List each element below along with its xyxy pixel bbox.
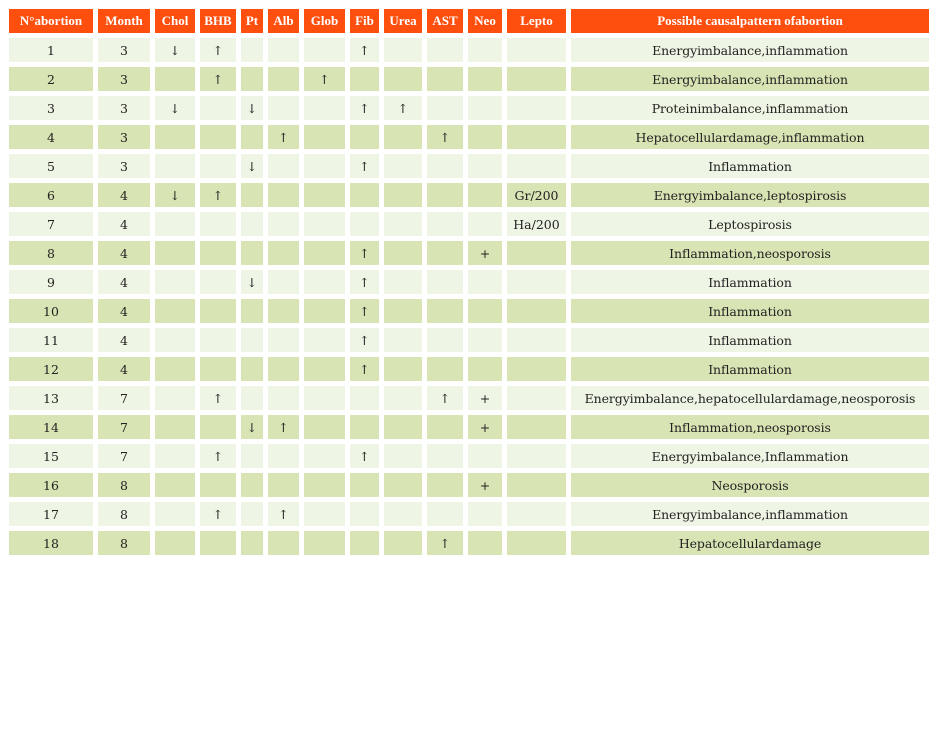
possible-pattern-cell: Inflammation [571,299,929,323]
header-possible-pattern: Possible causalpattern ofabortion [571,9,929,33]
possible-pattern-cell: Energyimbalance,leptospirosis [571,183,929,207]
neo-cell [468,270,502,294]
month-cell: 4 [98,357,150,381]
alb-cell [268,473,299,497]
chol-cell [155,154,195,178]
month-cell: 8 [98,502,150,526]
possible-pattern-cell: Inflammation [571,328,929,352]
abortion-number-cell: 14 [9,415,93,439]
bhb-cell [200,96,236,120]
abortion-number-cell: 13 [9,386,93,410]
header-month: Month [98,9,150,33]
bhb-cell: ↑ [200,502,236,526]
neo-cell: + [468,386,502,410]
bhb-cell: ↑ [200,183,236,207]
month-cell: 4 [98,183,150,207]
urea-cell: ↑ [384,96,422,120]
pt-cell [241,531,263,555]
alb-cell [268,328,299,352]
month-cell: 4 [98,299,150,323]
lepto-cell [507,473,566,497]
table-row [9,125,929,149]
urea-cell [384,473,422,497]
abortion-number-cell: 3 [9,96,93,120]
neo-cell: + [468,415,502,439]
ast-cell [427,154,463,178]
table-row [9,357,929,381]
bhb-cell [200,328,236,352]
ast-cell [427,473,463,497]
glob-cell [304,125,345,149]
header-bhb: BHB [200,9,236,33]
ast-cell: ↑ [427,386,463,410]
possible-pattern-cell: Energyimbalance,Inflammation [571,444,929,468]
fib-cell [350,531,379,555]
urea-cell [384,154,422,178]
table-row [9,67,929,91]
neo-cell: + [468,241,502,265]
abortion-number-cell: 2 [9,67,93,91]
table-row [9,502,929,526]
fib-cell: ↑ [350,299,379,323]
possible-pattern-cell: Proteinimbalance,inflammation [571,96,929,120]
lepto-cell [507,125,566,149]
neo-cell [468,154,502,178]
lepto-cell [507,96,566,120]
alb-cell [268,241,299,265]
month-cell: 4 [98,212,150,236]
month-cell: 7 [98,386,150,410]
table-row [9,154,929,178]
abortion-number-cell: 11 [9,328,93,352]
table-row [9,386,929,410]
alb-cell [268,67,299,91]
urea-cell [384,531,422,555]
ast-cell [427,328,463,352]
possible-pattern-cell: Energyimbalance,inflammation [571,67,929,91]
month-cell: 4 [98,270,150,294]
ast-cell [427,38,463,62]
lepto-cell [507,531,566,555]
ast-cell [427,183,463,207]
glob-cell [304,386,345,410]
alb-cell [268,386,299,410]
neo-cell [468,502,502,526]
bhb-cell [200,270,236,294]
fib-cell: ↑ [350,154,379,178]
fib-cell: ↑ [350,96,379,120]
neo-cell [468,125,502,149]
pt-cell [241,67,263,91]
table-row [9,96,929,120]
urea-cell [384,415,422,439]
possible-pattern-cell: Energyimbalance,inflammation [571,38,929,62]
urea-cell [384,38,422,62]
fib-cell: ↑ [350,38,379,62]
ast-cell [427,502,463,526]
lepto-cell [507,241,566,265]
alb-cell: ↑ [268,415,299,439]
lepto-cell [507,444,566,468]
pt-cell [241,444,263,468]
bhb-cell [200,299,236,323]
header-chol: Chol [155,9,195,33]
alb-cell [268,183,299,207]
possible-pattern-cell: Leptospirosis [571,212,929,236]
chol-cell [155,473,195,497]
table-row [9,241,929,265]
month-cell: 3 [98,154,150,178]
lepto-cell [507,270,566,294]
neo-cell [468,183,502,207]
neo-cell [468,38,502,62]
glob-cell [304,183,345,207]
abortion-number-cell: 9 [9,270,93,294]
chol-cell [155,241,195,265]
header-lepto: Lepto [507,9,566,33]
urea-cell [384,67,422,91]
header-glob: Glob [304,9,345,33]
abortion-number-cell: 5 [9,154,93,178]
pt-cell [241,125,263,149]
glob-cell [304,444,345,468]
neo-cell [468,531,502,555]
glob-cell [304,270,345,294]
ast-cell: ↑ [427,125,463,149]
urea-cell [384,328,422,352]
month-cell: 3 [98,125,150,149]
lepto-cell [507,502,566,526]
glob-cell [304,212,345,236]
fib-cell [350,67,379,91]
lepto-cell: Gr/200 [507,183,566,207]
glob-cell [304,473,345,497]
neo-cell [468,96,502,120]
chol-cell: ↓ [155,96,195,120]
abortion-number-cell: 1 [9,38,93,62]
pt-cell [241,38,263,62]
glob-cell [304,154,345,178]
abortion-number-cell: 15 [9,444,93,468]
fib-cell [350,386,379,410]
fib-cell: ↑ [350,241,379,265]
month-cell: 8 [98,531,150,555]
chol-cell [155,502,195,526]
fib-cell [350,415,379,439]
lepto-cell [507,299,566,323]
alb-cell [268,154,299,178]
lepto-cell: Ha/200 [507,212,566,236]
table-body [9,38,929,555]
glob-cell [304,299,345,323]
pt-cell: ↓ [241,415,263,439]
bhb-cell [200,241,236,265]
fib-cell: ↑ [350,357,379,381]
header-pt: Pt [241,9,263,33]
month-cell: 3 [98,67,150,91]
neo-cell [468,444,502,468]
table-row [9,38,929,62]
chol-cell [155,531,195,555]
bhb-cell [200,357,236,381]
abortion-number-cell: 10 [9,299,93,323]
ast-cell [427,67,463,91]
urea-cell [384,212,422,236]
pt-cell [241,299,263,323]
neo-cell [468,328,502,352]
glob-cell: ↑ [304,67,345,91]
ast-cell [427,415,463,439]
urea-cell [384,183,422,207]
possible-pattern-cell: Inflammation,neosporosis [571,241,929,265]
pt-cell [241,212,263,236]
table-row [9,531,929,555]
alb-cell [268,38,299,62]
abortion-number-cell: 6 [9,183,93,207]
bhb-cell [200,212,236,236]
neo-cell [468,357,502,381]
bhb-cell: ↑ [200,386,236,410]
lepto-cell [507,328,566,352]
urea-cell [384,270,422,294]
ast-cell [427,357,463,381]
header-fib: Fib [350,9,379,33]
urea-cell [384,444,422,468]
urea-cell [384,502,422,526]
lepto-cell [507,154,566,178]
table-row [9,415,929,439]
possible-pattern-cell: Energyimbalance,inflammation [571,502,929,526]
abortion-number-cell: 17 [9,502,93,526]
glob-cell [304,531,345,555]
header-row [9,9,929,33]
month-cell: 7 [98,444,150,468]
table-row [9,183,929,207]
abortion-number-cell: 4 [9,125,93,149]
fib-cell [350,125,379,149]
possible-pattern-cell: Hepatocellulardamage,inflammation [571,125,929,149]
alb-cell [268,357,299,381]
pt-cell [241,473,263,497]
table-row [9,270,929,294]
chol-cell [155,270,195,294]
chol-cell [155,415,195,439]
pt-cell [241,386,263,410]
table-row [9,473,929,497]
neo-cell: + [468,473,502,497]
abortion-number-cell: 16 [9,473,93,497]
alb-cell [268,444,299,468]
chol-cell [155,299,195,323]
glob-cell [304,241,345,265]
chol-cell [155,386,195,410]
month-cell: 4 [98,241,150,265]
pt-cell [241,502,263,526]
pt-cell: ↓ [241,154,263,178]
ast-cell: ↑ [427,531,463,555]
fib-cell [350,183,379,207]
pt-cell [241,328,263,352]
lepto-cell [507,67,566,91]
pt-cell: ↓ [241,96,263,120]
alb-cell: ↑ [268,125,299,149]
header-alb: Alb [268,9,299,33]
neo-cell [468,299,502,323]
glob-cell [304,96,345,120]
table-row [9,328,929,352]
possible-pattern-cell: Inflammation,neosporosis [571,415,929,439]
alb-cell [268,531,299,555]
bhb-cell [200,531,236,555]
abortion-number-cell: 8 [9,241,93,265]
pt-cell [241,183,263,207]
pt-cell: ↓ [241,270,263,294]
abortion-number-cell: 7 [9,212,93,236]
urea-cell [384,386,422,410]
chol-cell [155,125,195,149]
possible-pattern-cell: Neosporosis [571,473,929,497]
neo-cell [468,212,502,236]
possible-pattern-cell: Inflammation [571,154,929,178]
possible-pattern-cell: Inflammation [571,357,929,381]
ast-cell [427,212,463,236]
ast-cell [427,96,463,120]
abortion-number-cell: 12 [9,357,93,381]
header-ast: AST [427,9,463,33]
urea-cell [384,125,422,149]
pt-cell [241,241,263,265]
possible-pattern-cell: Inflammation [571,270,929,294]
lepto-cell [507,357,566,381]
chol-cell [155,212,195,236]
month-cell: 7 [98,415,150,439]
glob-cell [304,328,345,352]
glob-cell [304,502,345,526]
glob-cell [304,38,345,62]
glob-cell [304,357,345,381]
month-cell: 3 [98,96,150,120]
alb-cell [268,212,299,236]
abortion-table [4,4,934,560]
fib-cell: ↑ [350,444,379,468]
fib-cell: ↑ [350,270,379,294]
lepto-cell [507,415,566,439]
urea-cell [384,299,422,323]
glob-cell [304,415,345,439]
chol-cell [155,357,195,381]
bhb-cell [200,154,236,178]
month-cell: 4 [98,328,150,352]
fib-cell [350,212,379,236]
ast-cell [427,270,463,294]
chol-cell [155,444,195,468]
bhb-cell [200,125,236,149]
month-cell: 8 [98,473,150,497]
header-n-abortion: N°abortion [9,9,93,33]
neo-cell [468,67,502,91]
lepto-cell [507,386,566,410]
chol-cell [155,67,195,91]
possible-pattern-cell: Energyimbalance,hepatocellulardamage,neosporosis [571,386,929,410]
alb-cell [268,96,299,120]
ast-cell [427,241,463,265]
chol-cell: ↓ [155,38,195,62]
table-row [9,444,929,468]
bhb-cell: ↑ [200,444,236,468]
chol-cell: ↓ [155,183,195,207]
bhb-cell [200,415,236,439]
ast-cell [427,299,463,323]
pt-cell [241,357,263,381]
bhb-cell: ↑ [200,67,236,91]
table-row [9,299,929,323]
fib-cell [350,502,379,526]
fib-cell [350,473,379,497]
possible-pattern-cell: Hepatocellulardamage [571,531,929,555]
month-cell: 3 [98,38,150,62]
header-neo: Neo [468,9,502,33]
lepto-cell [507,38,566,62]
chol-cell [155,328,195,352]
fib-cell: ↑ [350,328,379,352]
bhb-cell [200,473,236,497]
header-urea: Urea [384,9,422,33]
alb-cell [268,270,299,294]
bhb-cell: ↑ [200,38,236,62]
ast-cell [427,444,463,468]
urea-cell [384,241,422,265]
alb-cell: ↑ [268,502,299,526]
abortion-number-cell: 18 [9,531,93,555]
urea-cell [384,357,422,381]
table-row [9,212,929,236]
alb-cell [268,299,299,323]
